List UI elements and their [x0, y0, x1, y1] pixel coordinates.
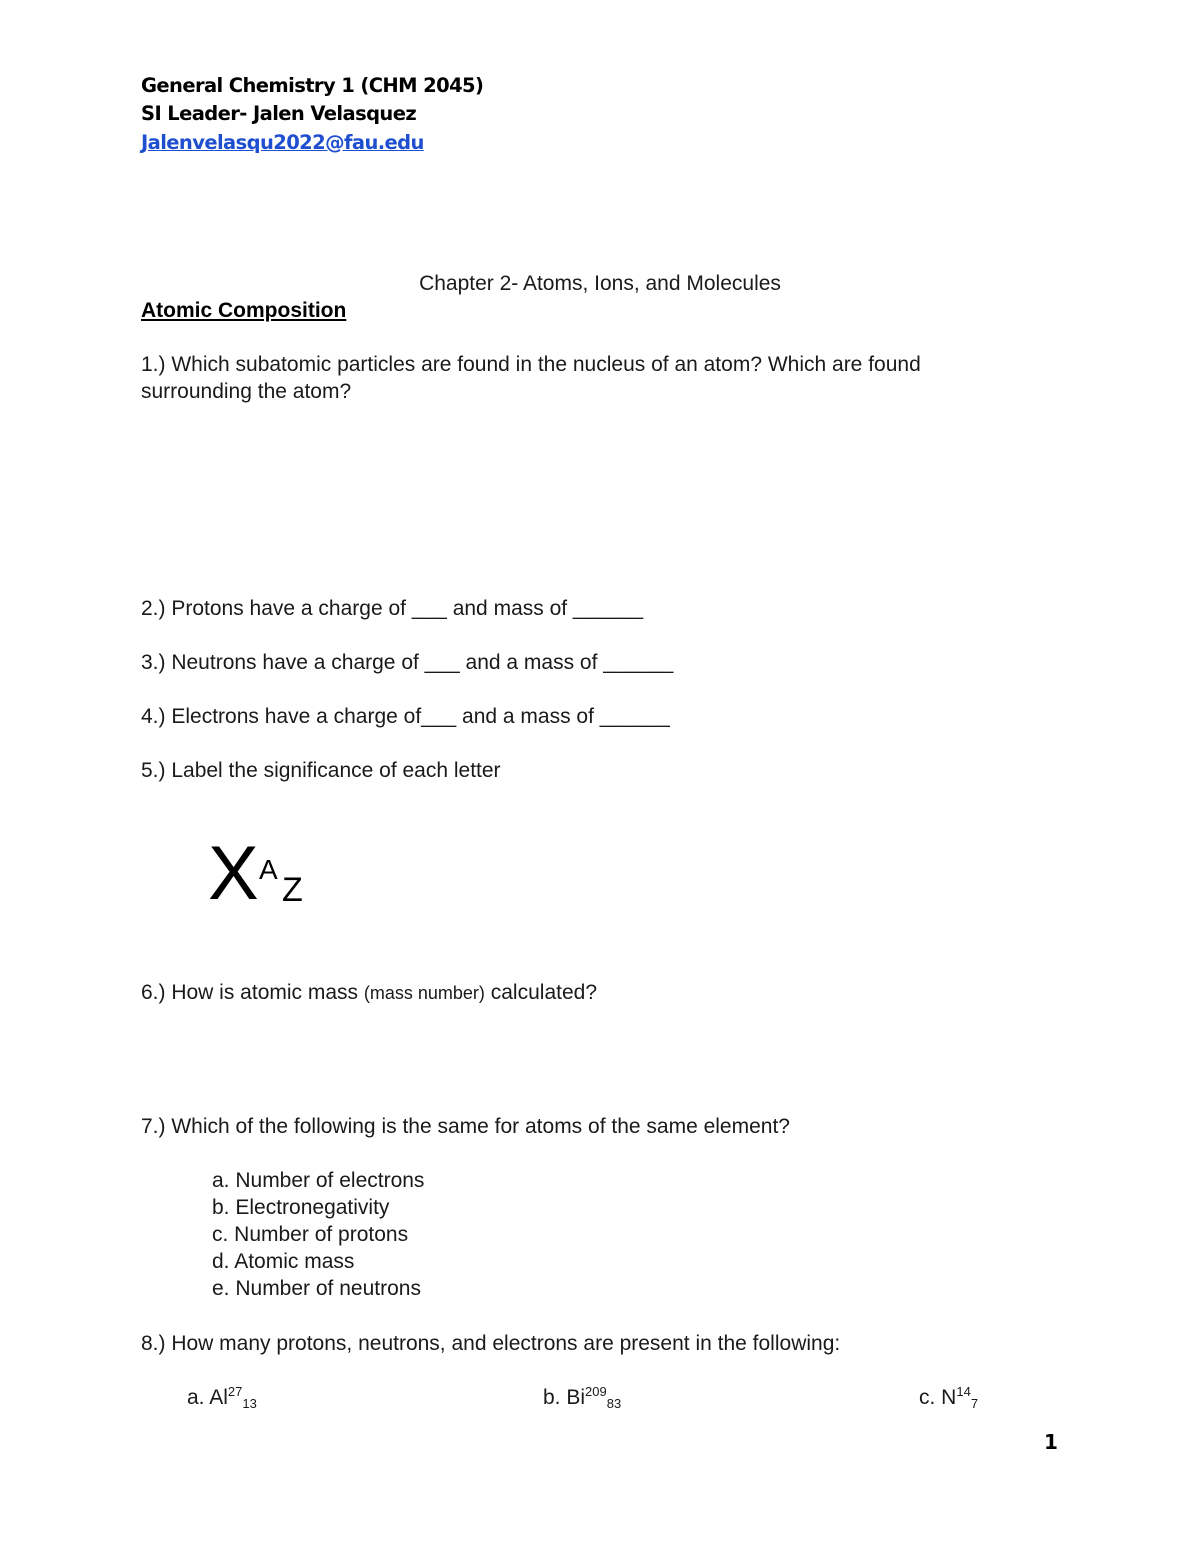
- option-a: a. Number of electrons: [212, 1169, 425, 1192]
- isotope-a-mass: 27: [227, 1384, 243, 1399]
- mass-number-a: A: [259, 854, 278, 885]
- question-8: 8.) How many protons, neutrons, and electrons are present in the following:: [141, 1332, 841, 1355]
- question-5: 5.) Label the significance of each letter: [141, 759, 501, 782]
- section-heading: Atomic Composition: [141, 299, 347, 322]
- question-6-part-3: calculated?: [484, 981, 597, 1004]
- atomic-number-z: Z: [282, 871, 303, 909]
- element-symbol-x: X: [208, 831, 259, 916]
- question-6: [141, 979, 597, 1007]
- option-b: b. Electronegativity: [212, 1196, 390, 1219]
- isotope-b: [543, 1384, 621, 1411]
- si-leader-name: SI Leader- Jalen Velasquez: [141, 102, 417, 125]
- question-6-part-2: (mass number): [363, 983, 485, 1003]
- option-d: d. Atomic mass: [212, 1250, 355, 1273]
- isotope-a: [187, 1384, 257, 1411]
- isotope-c-mass: 14: [956, 1384, 971, 1399]
- isotope-c-prefix: c.: [919, 1386, 942, 1409]
- question-1-line-2: surrounding the atom?: [141, 380, 352, 403]
- isotope-b-atomic: 83: [606, 1396, 622, 1411]
- question-1-line-1: 1.) Which subatomic particles are found in the nucleus of an atom? Which are found: [141, 353, 921, 376]
- question-2: 2.) Protons have a charge of ___ and mass of ______: [141, 597, 644, 620]
- isotope-b-mass: 209: [585, 1384, 607, 1399]
- isotope-a-symbol: Al: [209, 1386, 228, 1409]
- page-number: 1: [1044, 1430, 1058, 1454]
- question-4: 4.) Electrons have a charge of___ and a mass of ______: [141, 705, 670, 728]
- isotope-c-symbol: N: [941, 1386, 957, 1409]
- question-3: 3.) Neutrons have a charge of ___ and a mass of ______: [141, 651, 674, 674]
- chapter-title: Chapter 2- Atoms, Ions, and Molecules: [419, 272, 781, 295]
- isotope-b-symbol: Bi: [566, 1386, 586, 1409]
- isotope-a-prefix: a.: [187, 1386, 210, 1409]
- option-c: c. Number of protons: [212, 1223, 409, 1246]
- option-e: e. Number of neutrons: [212, 1277, 421, 1300]
- course-title: General Chemistry 1 (CHM 2045): [141, 74, 484, 97]
- isotope-c-atomic: 7: [970, 1396, 979, 1411]
- email-link[interactable]: Jalenvelasqu2022@fau.edu: [141, 131, 424, 154]
- isotope-b-prefix: b.: [543, 1386, 567, 1409]
- question-7: 7.) Which of the following is the same for atoms of the same element?: [141, 1115, 790, 1138]
- question-6-part-1: 6.) How is atomic mass: [141, 981, 364, 1004]
- isotope-c: [919, 1384, 978, 1411]
- isotope-a-atomic: 13: [242, 1396, 257, 1411]
